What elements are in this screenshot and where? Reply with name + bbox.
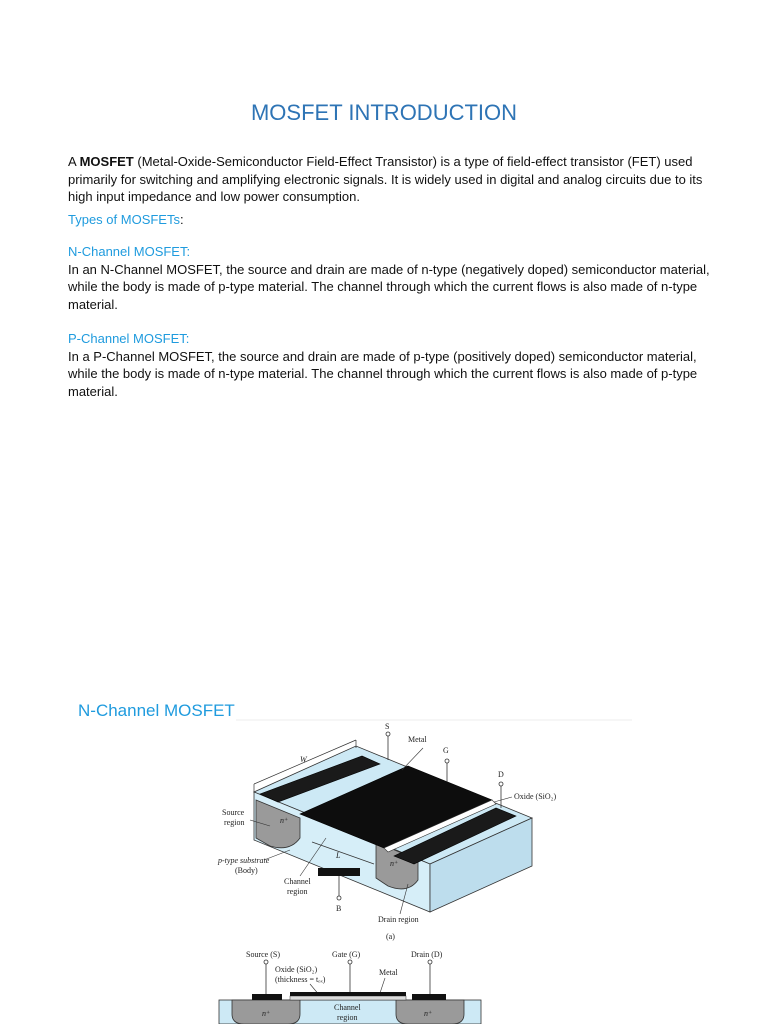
label-s: S [385, 722, 390, 731]
cross-source-metal [252, 994, 282, 1000]
label-drain-region: Drain region [378, 915, 419, 924]
n-channel-text: In an N-Channel MOSFET, the source and drain are made of n-type (negatively doped) semiconductor material, while the body is made of p-type material. The channel through which the current flows is also made of n-type material. [68, 261, 710, 312]
body-terminal [337, 896, 341, 900]
label-channel2-1: Channel [334, 1003, 361, 1012]
label-oxide: Oxide (SiO₂) [514, 792, 557, 801]
types-colon: : [179, 212, 184, 227]
drain-terminal [499, 782, 503, 786]
cross-drain-terminal [428, 960, 432, 964]
label-drain-d: Drain (D) [411, 950, 443, 959]
figure-section-title: N-Channel MOSFET [78, 701, 235, 720]
label-b: B [336, 904, 342, 913]
p-channel-text: In a P-Channel MOSFET, the source and drain are made of p-type (positively doped) semiconductor material, while the body is made of n-type material. The channel through which the current flows is also made of p-type material. [68, 348, 698, 399]
label-source-region-2: region [224, 818, 245, 827]
label-w: W [300, 755, 307, 764]
source-terminal [386, 732, 390, 736]
cross-gate-metal [290, 992, 406, 996]
label-channel-region-2: region [287, 887, 308, 896]
label-oxide2-1: Oxide (SiO₂) [275, 965, 318, 974]
intro-term: MOSFET [79, 154, 134, 169]
cross-drain-metal [412, 994, 446, 1000]
label-source-region-1: Source [222, 808, 245, 817]
caption-a: (a) [386, 932, 395, 941]
label-l: L [336, 851, 341, 860]
label-channel-region-1: Channel [284, 877, 311, 886]
label-metal2: Metal [379, 968, 398, 977]
label-gate-g: Gate (G) [332, 950, 361, 959]
page-title: MOSFET INTRODUCTION [250, 100, 518, 125]
n-channel-heading: N-Channel MOSFET: [68, 244, 191, 259]
label-d: D [498, 770, 504, 779]
types-heading: Types of MOSFETs [68, 212, 180, 227]
label-p-substrate-2: (Body) [235, 866, 258, 875]
cross-oxide-layer [290, 996, 406, 1000]
label-n-plus-source: n⁺ [280, 816, 289, 825]
label-source-s: Source (S) [246, 950, 280, 959]
intro-body: (Metal-Oxide-Semiconductor Field-Effect Transistor) is a type of field-effect transistor (FET) used primarily for switching and amplifying electronic signals. It is widely used in digital and analog circuits due to its high input impedance and low power consumption. [68, 154, 703, 204]
label-metal: Metal [408, 735, 427, 744]
label-n-plus-drain: n⁺ [390, 859, 399, 868]
label-p-substrate-1: p-type substrate [218, 856, 270, 865]
gate-terminal [445, 759, 449, 763]
cross-gate-terminal [348, 960, 352, 964]
label-channel2-2: region [337, 1013, 358, 1022]
label-oxide2-2: (thickness = tₒₓ) [275, 975, 326, 984]
p-channel-heading: P-Channel MOSFET: [68, 331, 190, 346]
cross-source-terminal [264, 960, 268, 964]
label-g: G [443, 746, 449, 755]
label-n-plus-cross-drain: n⁺ [424, 1009, 433, 1018]
body-contact [318, 868, 360, 876]
intro-prefix: A [68, 154, 80, 169]
label-n-plus-cross-source: n⁺ [262, 1009, 271, 1018]
